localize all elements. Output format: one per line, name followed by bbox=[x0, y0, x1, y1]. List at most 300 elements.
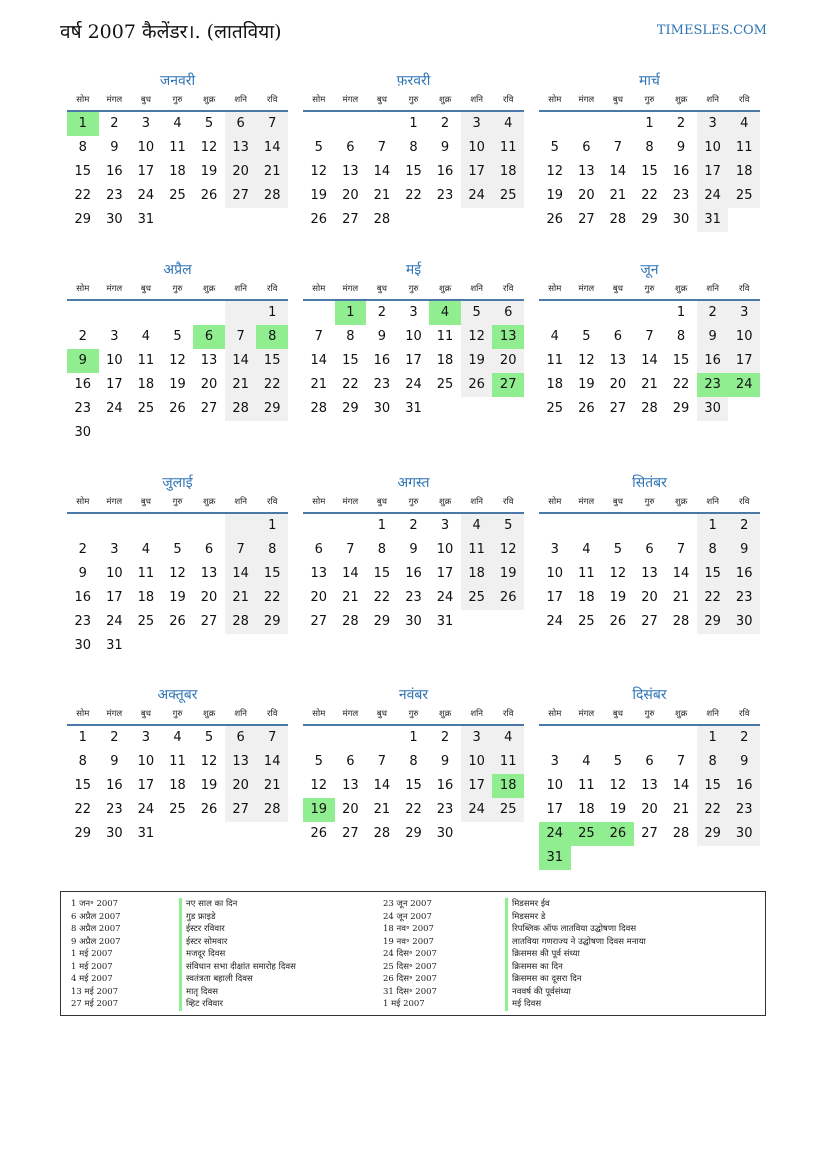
day-cell: 24 bbox=[405, 377, 422, 392]
day-cell: 5 bbox=[461, 301, 493, 325]
empty-cell bbox=[193, 301, 225, 325]
day-cell: 12 bbox=[492, 538, 524, 562]
legend-dates-right bbox=[383, 898, 437, 1011]
weekday-label: शनि bbox=[706, 95, 720, 105]
day-cell: 6 bbox=[346, 754, 355, 769]
day-cell: 24 bbox=[436, 590, 454, 605]
site-link[interactable]: TIMESLES.COM bbox=[656, 23, 767, 38]
day-cell: 17 bbox=[436, 566, 454, 581]
day-cell: 2 bbox=[697, 301, 729, 325]
day-cell: 8 bbox=[377, 542, 387, 557]
weekday-label: बुध bbox=[140, 497, 151, 507]
holiday-date: 1 मई 2007 bbox=[71, 961, 113, 972]
day-cell: 27 bbox=[342, 212, 359, 227]
weekday-label: रवि bbox=[267, 709, 278, 719]
day-cell: 5 bbox=[613, 754, 623, 769]
weekday-label: शनि bbox=[470, 284, 484, 294]
day-cell: 3 bbox=[141, 730, 151, 745]
holiday-day-cell: 25 bbox=[571, 822, 603, 846]
day-cell: 12 bbox=[169, 353, 186, 368]
empty-cell bbox=[665, 514, 697, 538]
day-cell: 3 bbox=[409, 305, 418, 320]
day-cell: 15 bbox=[373, 566, 391, 581]
day-cell: 9 bbox=[377, 329, 387, 344]
day-cell: 1 bbox=[697, 514, 729, 538]
empty-cell bbox=[634, 301, 666, 325]
day-cell: 7 bbox=[314, 329, 323, 344]
day-cell: 12 bbox=[546, 164, 564, 179]
holiday-name: क्रिसमस की पूर्व संध्या bbox=[505, 948, 646, 961]
day-cell: 29 bbox=[74, 212, 92, 227]
weekday-label: रवि bbox=[267, 95, 278, 105]
day-cell: 16 bbox=[436, 778, 454, 793]
day-cell: 9 bbox=[697, 325, 729, 349]
day-cell: 20 bbox=[342, 188, 359, 203]
weekday-header bbox=[303, 706, 524, 726]
day-cell: 30 bbox=[405, 614, 422, 629]
day-cell: 18 bbox=[137, 590, 155, 605]
month-name: दिसंबर bbox=[632, 687, 667, 703]
day-cell: 25 bbox=[137, 614, 155, 629]
day-cell: 15 bbox=[256, 562, 288, 586]
holiday-date: 1 मई 2007 bbox=[71, 949, 113, 959]
day-cell: 21 bbox=[373, 802, 391, 817]
day-cell: 12 bbox=[578, 353, 595, 368]
day-cell: 26 bbox=[578, 401, 595, 416]
weekday-label: सोम bbox=[548, 95, 562, 105]
day-cell: 11 bbox=[578, 778, 595, 793]
day-cell: 26 bbox=[200, 802, 218, 817]
day-cell: 9 bbox=[440, 754, 450, 769]
weekday-header bbox=[539, 494, 760, 514]
weekday-label: गुरु bbox=[172, 284, 183, 294]
day-cell: 28 bbox=[373, 212, 391, 227]
weekday-label: गुरु bbox=[644, 284, 655, 294]
day-cell: 15 bbox=[697, 562, 729, 586]
weekday-label: शुक्र bbox=[674, 284, 688, 294]
day-cell: 21 bbox=[641, 377, 658, 392]
day-cell: 12 bbox=[461, 325, 493, 349]
day-cell: 11 bbox=[137, 353, 155, 368]
weekday-header bbox=[303, 281, 524, 301]
day-cell: 4 bbox=[461, 514, 493, 538]
day-cell: 1 bbox=[409, 730, 418, 745]
day-cell: 10 bbox=[461, 136, 493, 160]
day-cell: 22 bbox=[405, 188, 422, 203]
holiday-day-cell: 27 bbox=[492, 373, 524, 397]
month-calendar bbox=[539, 472, 760, 634]
day-cell: 19 bbox=[546, 188, 564, 203]
day-cell: 6 bbox=[645, 542, 654, 557]
weekday-header bbox=[67, 706, 288, 726]
day-grid bbox=[67, 112, 288, 232]
holiday-date: 6 अप्रैल 2007 bbox=[71, 911, 121, 922]
day-cell: 23 bbox=[728, 798, 760, 822]
day-cell: 5 bbox=[550, 140, 559, 155]
holiday-name: स्वतंत्रता बहाली दिवस bbox=[179, 973, 296, 986]
weekday-label: मंगल bbox=[342, 497, 359, 507]
weekday-label: शुक्र bbox=[438, 497, 452, 507]
day-cell: 6 bbox=[204, 542, 214, 557]
day-cell: 29 bbox=[373, 614, 391, 629]
weekday-label: बुध bbox=[376, 497, 387, 507]
day-cell: 25 bbox=[461, 586, 493, 610]
weekday-label: शनि bbox=[706, 284, 720, 294]
day-cell: 9 bbox=[676, 140, 686, 155]
day-cell: 16 bbox=[728, 562, 760, 586]
day-cell: 27 bbox=[609, 401, 627, 416]
day-cell: 22 bbox=[641, 188, 658, 203]
weekday-label: रवि bbox=[739, 709, 750, 719]
empty-cell bbox=[225, 301, 257, 325]
day-cell: 28 bbox=[373, 826, 391, 841]
day-cell: 4 bbox=[550, 329, 559, 344]
holiday-name: मिडसमर डे bbox=[505, 911, 646, 924]
weekday-label: मंगल bbox=[578, 497, 595, 507]
day-cell: 8 bbox=[697, 538, 729, 562]
day-grid bbox=[539, 726, 760, 870]
day-cell: 1 bbox=[78, 730, 87, 745]
day-cell: 18 bbox=[169, 164, 186, 179]
day-cell: 2 bbox=[78, 542, 87, 557]
day-cell: 6 bbox=[492, 301, 524, 325]
day-cell: 23 bbox=[728, 586, 760, 610]
day-cell: 22 bbox=[74, 188, 92, 203]
day-cell: 11 bbox=[436, 329, 454, 344]
holiday-name: मई दिवस bbox=[505, 998, 646, 1011]
holiday-date: 18 नव॰ 2007 bbox=[383, 924, 434, 934]
weekday-label: रवि bbox=[503, 497, 514, 507]
day-cell: 28 bbox=[310, 401, 328, 416]
weekday-label: शुक्र bbox=[438, 709, 452, 719]
month-calendar bbox=[303, 684, 524, 846]
holiday-date: 13 मई 2007 bbox=[71, 986, 119, 997]
weekday-label: बुध bbox=[376, 284, 387, 294]
day-cell: 16 bbox=[728, 774, 760, 798]
weekday-header bbox=[67, 281, 288, 301]
empty-cell bbox=[602, 112, 634, 136]
weekday-label: शुक्र bbox=[202, 284, 216, 294]
weekday-header bbox=[67, 494, 288, 514]
weekday-label: सोम bbox=[76, 497, 90, 507]
weekday-label: बुध bbox=[140, 284, 151, 294]
weekday-label: बुध bbox=[376, 709, 387, 719]
weekday-label: गुरु bbox=[408, 284, 419, 294]
day-cell: 10 bbox=[546, 778, 564, 793]
day-cell: 6 bbox=[613, 329, 623, 344]
day-cell: 21 bbox=[373, 188, 391, 203]
weekday-label: रवि bbox=[503, 284, 514, 294]
day-cell: 16 bbox=[106, 164, 123, 179]
weekday-label: बुध bbox=[140, 709, 151, 719]
day-cell: 5 bbox=[582, 329, 591, 344]
weekday-header bbox=[539, 706, 760, 726]
day-cell: 31 bbox=[697, 208, 729, 232]
day-cell: 10 bbox=[137, 754, 155, 769]
day-cell: 23 bbox=[373, 377, 391, 392]
day-cell: 15 bbox=[405, 164, 422, 179]
holiday-date: 23 जून 2007 bbox=[383, 899, 432, 909]
day-cell: 6 bbox=[225, 112, 257, 136]
day-cell: 25 bbox=[492, 184, 524, 208]
day-cell: 19 bbox=[609, 802, 627, 817]
day-cell: 3 bbox=[110, 542, 119, 557]
day-cell: 22 bbox=[373, 590, 391, 605]
day-cell: 14 bbox=[672, 778, 690, 793]
empty-cell bbox=[366, 726, 398, 750]
month-name: जुलाई bbox=[162, 475, 193, 491]
day-cell: 7 bbox=[377, 140, 387, 155]
day-cell: 22 bbox=[405, 802, 422, 817]
day-cell: 20 bbox=[609, 377, 627, 392]
day-cell: 30 bbox=[728, 610, 760, 634]
day-cell: 30 bbox=[106, 826, 123, 841]
day-cell: 3 bbox=[461, 112, 493, 136]
day-cell: 3 bbox=[141, 116, 151, 131]
day-cell: 21 bbox=[256, 160, 288, 184]
weekday-label: शुक्र bbox=[438, 284, 452, 294]
day-cell: 31 bbox=[137, 826, 155, 841]
day-cell: 20 bbox=[578, 188, 595, 203]
day-cell: 24 bbox=[461, 798, 493, 822]
weekday-label: मंगल bbox=[106, 497, 123, 507]
day-cell: 13 bbox=[578, 164, 595, 179]
day-cell: 27 bbox=[310, 614, 328, 629]
weekday-label: बुध bbox=[140, 95, 151, 105]
day-cell: 28 bbox=[641, 401, 658, 416]
weekday-header bbox=[303, 494, 524, 514]
day-cell: 27 bbox=[342, 826, 359, 841]
empty-cell bbox=[335, 514, 367, 538]
day-cell: 16 bbox=[74, 590, 92, 605]
day-cell: 12 bbox=[310, 164, 328, 179]
day-grid bbox=[303, 301, 524, 421]
day-cell: 23 bbox=[106, 802, 123, 817]
month-name: मई bbox=[405, 262, 422, 278]
day-cell: 19 bbox=[200, 778, 218, 793]
day-cell: 29 bbox=[697, 822, 729, 846]
holiday-name: क्रिसमस का दिन bbox=[505, 961, 646, 974]
month-name: नवंबर bbox=[398, 687, 429, 703]
empty-cell bbox=[303, 514, 335, 538]
holiday-name: ईस्टर रविवार bbox=[179, 923, 296, 936]
month-name: अगस्त bbox=[397, 475, 430, 491]
day-cell: 15 bbox=[672, 353, 690, 368]
day-cell: 12 bbox=[200, 140, 218, 155]
weekday-label: शनि bbox=[234, 497, 248, 507]
day-cell: 29 bbox=[697, 610, 729, 634]
day-cell: 20 bbox=[342, 802, 359, 817]
day-cell: 20 bbox=[492, 349, 524, 373]
empty-cell bbox=[602, 301, 634, 325]
day-cell: 20 bbox=[641, 802, 658, 817]
day-cell: 10 bbox=[728, 325, 760, 349]
holiday-name: मातृ दिवस bbox=[179, 986, 296, 999]
day-cell: 27 bbox=[200, 401, 218, 416]
holiday-name: मिडसमर ईव bbox=[505, 898, 646, 911]
day-cell: 10 bbox=[405, 329, 422, 344]
month-calendar bbox=[539, 70, 760, 232]
day-cell: 17 bbox=[461, 160, 493, 184]
day-cell: 28 bbox=[225, 610, 257, 634]
day-cell: 3 bbox=[697, 112, 729, 136]
weekday-label: रवि bbox=[267, 497, 278, 507]
weekday-label: शनि bbox=[706, 497, 720, 507]
day-cell: 16 bbox=[74, 377, 92, 392]
month-name: सितंबर bbox=[632, 475, 667, 491]
day-cell: 19 bbox=[169, 590, 186, 605]
day-cell: 26 bbox=[461, 373, 493, 397]
day-cell: 2 bbox=[440, 730, 450, 745]
day-cell: 9 bbox=[110, 140, 119, 155]
day-cell: 15 bbox=[641, 164, 658, 179]
day-cell: 16 bbox=[672, 164, 690, 179]
day-cell: 17 bbox=[405, 353, 422, 368]
empty-cell bbox=[225, 514, 257, 538]
day-cell: 23 bbox=[405, 590, 422, 605]
legend-dates-left bbox=[71, 898, 121, 1011]
day-cell: 20 bbox=[310, 590, 328, 605]
day-cell: 20 bbox=[641, 590, 658, 605]
day-cell: 18 bbox=[461, 562, 493, 586]
weekday-header bbox=[303, 92, 524, 112]
day-cell: 12 bbox=[609, 778, 627, 793]
weekday-label: सोम bbox=[76, 284, 90, 294]
day-cell: 8 bbox=[676, 329, 686, 344]
weekday-label: रवि bbox=[739, 95, 750, 105]
weekday-label: सोम bbox=[76, 95, 90, 105]
empty-cell bbox=[366, 112, 398, 136]
weekday-label: शनि bbox=[470, 709, 484, 719]
weekday-label: शनि bbox=[234, 709, 248, 719]
day-cell: 18 bbox=[436, 353, 454, 368]
day-cell: 10 bbox=[546, 566, 564, 581]
day-cell: 4 bbox=[173, 730, 182, 745]
day-cell: 26 bbox=[200, 188, 218, 203]
day-cell: 21 bbox=[256, 774, 288, 798]
day-cell: 7 bbox=[613, 140, 623, 155]
day-cell: 15 bbox=[405, 778, 422, 793]
day-cell: 28 bbox=[256, 184, 288, 208]
day-cell: 27 bbox=[641, 614, 658, 629]
month-name: मार्च bbox=[639, 73, 660, 89]
day-cell: 21 bbox=[672, 802, 690, 817]
day-cell: 21 bbox=[672, 590, 690, 605]
day-cell: 19 bbox=[310, 188, 328, 203]
holiday-name: मजदूर दिवस bbox=[179, 948, 296, 961]
day-cell: 7 bbox=[676, 542, 686, 557]
day-cell: 21 bbox=[310, 377, 328, 392]
day-cell: 14 bbox=[373, 778, 391, 793]
weekday-label: गुरु bbox=[172, 497, 183, 507]
day-cell: 4 bbox=[141, 542, 151, 557]
day-cell: 16 bbox=[106, 778, 123, 793]
weekday-label: बुध bbox=[612, 709, 623, 719]
day-cell: 21 bbox=[342, 590, 359, 605]
weekday-label: सोम bbox=[548, 709, 562, 719]
month-calendar bbox=[67, 472, 288, 658]
holiday-name: संविधान सभा दीक्षांत समारोह दिवस bbox=[179, 961, 296, 974]
holiday-day-cell: 1 bbox=[67, 112, 99, 136]
weekday-label: शुक्र bbox=[202, 95, 216, 105]
day-cell: 2 bbox=[78, 329, 87, 344]
day-cell: 24 bbox=[106, 401, 123, 416]
holiday-date: 24 दिस॰ 2007 bbox=[383, 949, 437, 959]
day-grid bbox=[303, 726, 524, 846]
holiday-name: नववर्ष की पूर्वसंध्या bbox=[505, 986, 646, 999]
day-grid bbox=[303, 514, 524, 634]
day-cell: 14 bbox=[609, 164, 627, 179]
day-cell: 4 bbox=[141, 329, 151, 344]
holiday-date: 31 दिस॰ 2007 bbox=[383, 986, 437, 997]
weekday-label: बुध bbox=[612, 95, 623, 105]
day-cell: 21 bbox=[609, 188, 627, 203]
day-cell: 19 bbox=[578, 377, 595, 392]
day-cell: 29 bbox=[342, 401, 359, 416]
weekday-label: रवि bbox=[739, 284, 750, 294]
day-cell: 26 bbox=[310, 826, 328, 841]
empty-cell bbox=[130, 301, 162, 325]
weekday-label: शुक्र bbox=[202, 709, 216, 719]
day-cell: 28 bbox=[672, 614, 690, 629]
day-cell: 8 bbox=[346, 329, 355, 344]
holiday-date: 1 मई 2007 bbox=[383, 999, 425, 1009]
holiday-date: 4 मई 2007 bbox=[71, 974, 113, 984]
empty-cell bbox=[67, 301, 99, 325]
day-cell: 18 bbox=[492, 160, 524, 184]
month-calendar bbox=[303, 70, 524, 232]
day-cell: 14 bbox=[672, 566, 690, 581]
holiday-name: गुड फ्राइडे bbox=[179, 911, 296, 924]
day-cell: 5 bbox=[613, 542, 623, 557]
day-grid bbox=[539, 112, 760, 232]
weekday-label: सोम bbox=[548, 284, 562, 294]
day-cell: 26 bbox=[169, 401, 186, 416]
empty-cell bbox=[602, 514, 634, 538]
day-cell: 8 bbox=[78, 754, 87, 769]
day-cell: 24 bbox=[137, 802, 155, 817]
month-calendar bbox=[67, 684, 288, 846]
holiday-legend bbox=[60, 891, 766, 1016]
day-cell: 3 bbox=[728, 301, 760, 325]
day-cell: 25 bbox=[578, 614, 595, 629]
weekday-label: शनि bbox=[234, 284, 248, 294]
day-cell: 27 bbox=[641, 826, 658, 841]
day-cell: 27 bbox=[225, 184, 257, 208]
day-cell: 11 bbox=[137, 566, 155, 581]
day-cell: 28 bbox=[672, 826, 690, 841]
day-cell: 4 bbox=[492, 726, 524, 750]
day-cell: 9 bbox=[409, 542, 418, 557]
day-cell: 15 bbox=[74, 778, 92, 793]
day-cell: 30 bbox=[436, 826, 454, 841]
day-cell: 17 bbox=[106, 590, 123, 605]
holiday-date: 19 नव॰ 2007 bbox=[383, 936, 434, 947]
day-cell: 19 bbox=[200, 164, 218, 179]
weekday-label: मंगल bbox=[578, 709, 595, 719]
weekday-label: मंगल bbox=[106, 709, 123, 719]
empty-cell bbox=[335, 726, 367, 750]
holiday-date: 25 दिस॰ 2007 bbox=[383, 961, 437, 972]
day-cell: 28 bbox=[342, 614, 359, 629]
empty-cell bbox=[571, 726, 603, 750]
day-cell: 20 bbox=[225, 774, 257, 798]
day-cell: 14 bbox=[373, 164, 391, 179]
day-cell: 31 bbox=[405, 401, 422, 416]
day-cell: 14 bbox=[256, 750, 288, 774]
day-grid bbox=[539, 514, 760, 634]
holiday-name: रिपब्लिक ऑफ लातविया उद्घोषणा दिवस bbox=[505, 923, 646, 936]
